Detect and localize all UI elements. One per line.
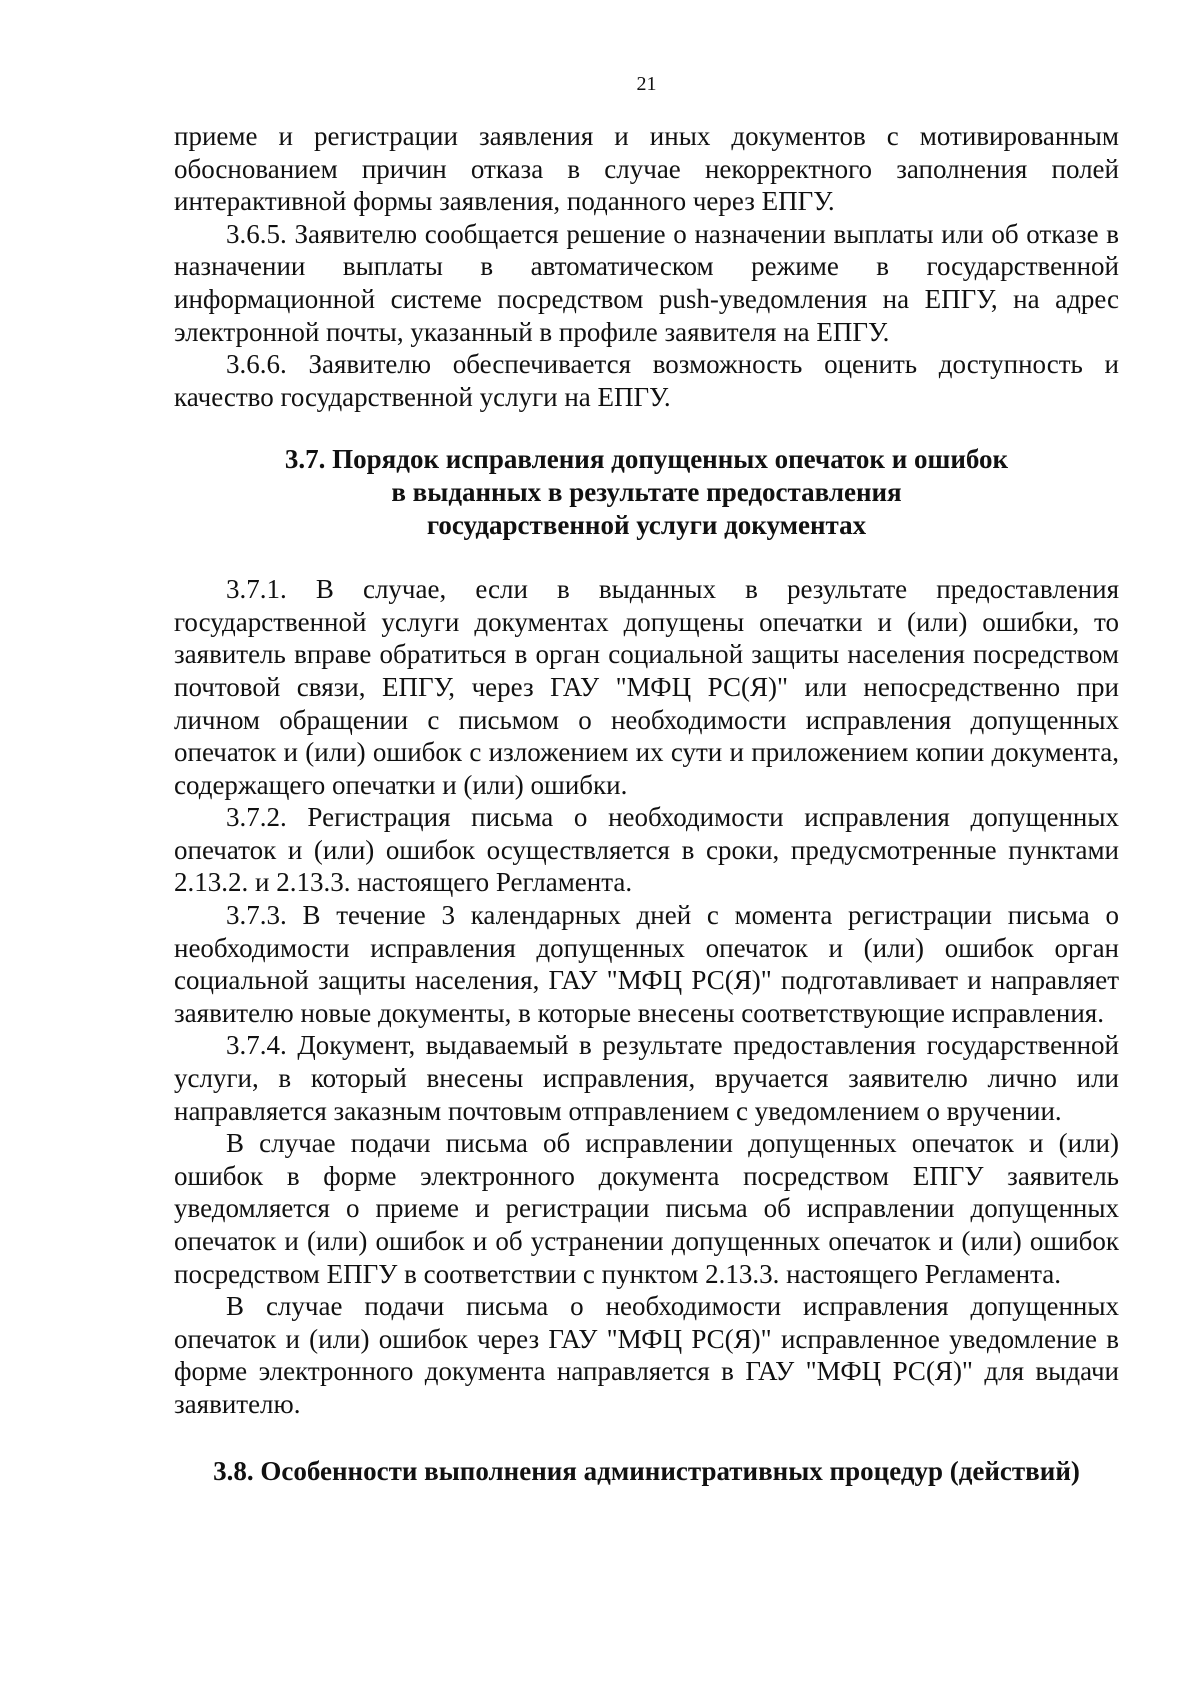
paragraph-3-7-3: 3.7.3. В течение 3 календарных дней с момента регистрации письма о необходимости исправления допущенных опечаток и (или) ошибок орган социальной защиты населения, ГАУ "МФЦ РС(Я)" подготавливает и направляет заявителю новые документы, в которые внесены соответствующие исправления. <box>174 900 1119 1028</box>
spacer <box>174 541 1119 573</box>
paragraph-3-7-4: 3.7.4. Документ, выдаваемый в результате предоставления государственной услуги, в который внесены исправления, вручается заявителю лично или направляется заказным почтовым отправлением с уведомлением о вручении. <box>174 1030 1119 1126</box>
paragraph-continuation: приеме и регистрации заявления и иных документов с мотивированным обоснованием причин отказа в случае некорректного заполнения полей интерактивной формы заявления, поданного через ЕПГУ. <box>174 121 1119 217</box>
paragraph-3-7-2: 3.7.2. Регистрация письма о необходимости исправления допущенных опечаток и (или) ошибок осуществляется в сроки, предусмотренные пунктами 2.13.2. и 2.13.3. настоящего Регламента. <box>174 802 1119 898</box>
paragraph-3-6-6: 3.6.6. Заявителю обеспечивается возможность оценить доступность и качество государственной услуги на ЕПГУ. <box>174 349 1119 412</box>
section-heading-3-7 <box>174 443 1119 541</box>
page-number: 21 <box>636 73 657 95</box>
heading-3-7-line-3: государственной услуги документах <box>426 509 867 540</box>
spacer <box>174 413 1119 443</box>
document-body <box>174 120 1119 1487</box>
paragraph-mfc-submission: В случае подачи письма о необходимости исправления допущенных опечаток и (или) ошибок через ГАУ "МФЦ РС(Я)" исправленное уведомление в форме электронного документа направляется в ГАУ "МФЦ РС(Я)" для выдачи заявителю. <box>174 1291 1119 1419</box>
heading-3-7-line-1: 3.7. Порядок исправления допущенных опечаток и ошибок <box>284 444 1009 475</box>
section-heading-3-8: 3.8. Особенности выполнения административных процедур (действий) <box>213 1455 1080 1486</box>
paragraph-3-6-5: 3.6.5. Заявителю сообщается решение о назначении выплаты или об отказе в назначении выплаты в автоматическом режиме в государственной информационной системе посредством push-уведомления на ЕПГУ, на адрес электронной почты, указанный в профиле заявителя на ЕПГУ. <box>174 218 1119 347</box>
paragraph-3-7-1: 3.7.1. В случае, если в выданных в результате предоставления государственной услуги документах допущены опечатки и (или) ошибки, то заявитель вправе обратиться в орган социальной защиты населения посредством почтовой связи, ЕПГУ, через ГАУ "МФЦ РС(Я)" или непосредственно при личном обращении с письмом о необходимости исправления допущенных опечаток и (или) ошибок с изложением их сути и приложением копии документа, содержащего опечатки и (или) ошибки. <box>174 574 1119 800</box>
spacer <box>174 1421 1119 1455</box>
paragraph-electronic-submission: В случае подачи письма об исправлении допущенных опечаток и (или) ошибок в форме электронного документа посредством ЕПГУ заявитель уведомляется о приеме и регистрации письма об исправлении допущенных опечаток и (или) ошибок и об устранении допущенных опечаток и (или) ошибок посредством ЕПГУ в соответствии с пунктом 2.13.3. настоящего Регламента. <box>174 1128 1119 1289</box>
heading-3-7-line-2: в выданных в результате предоставления <box>391 476 902 507</box>
